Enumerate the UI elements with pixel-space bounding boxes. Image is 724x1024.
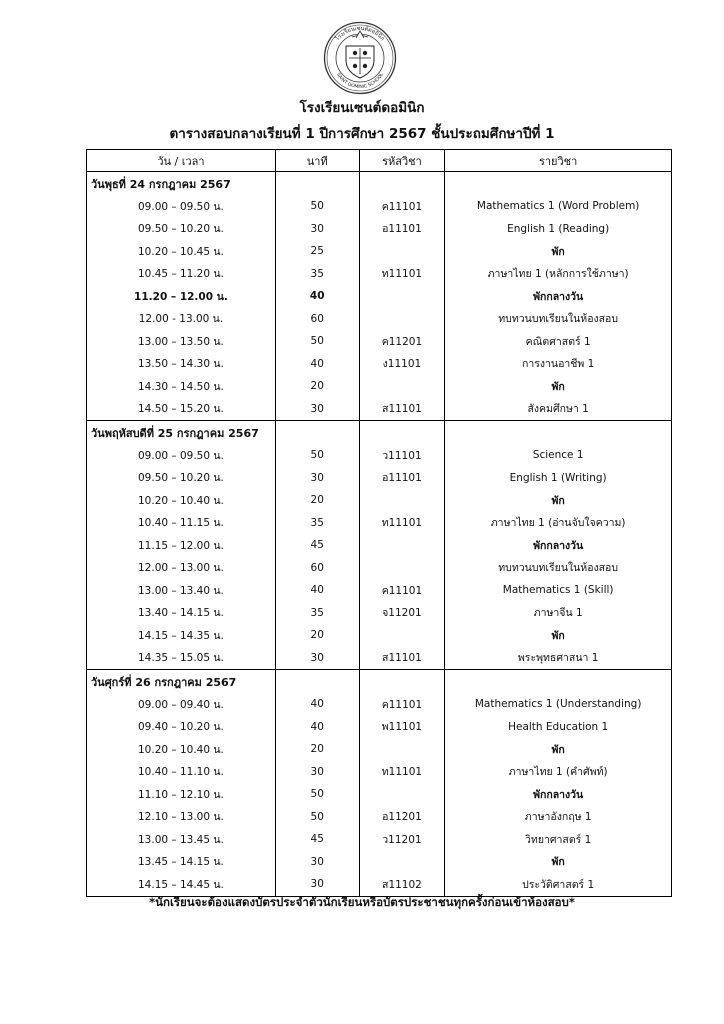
time-cell: 13.50 – 14.30 น. [87, 353, 276, 376]
logo-text-top: โรงเรียนเซนต์ดอมินิก [334, 25, 386, 43]
table-row [87, 285, 672, 308]
table-header-row [87, 150, 672, 172]
time-cell: 14.15 – 14.35 น. [87, 624, 276, 647]
time-cell: 09.40 – 10.20 น. [87, 716, 276, 739]
table-row [87, 579, 672, 602]
minutes-cell: 30 [275, 398, 359, 421]
minutes-cell: 45 [275, 828, 359, 851]
time-cell: 12.00 - 13.00 น. [87, 308, 276, 331]
table-row [87, 240, 672, 263]
day-label: วันศุกร์ที่ 26 กรกฎาคม 2567 [87, 670, 276, 694]
subject-cell: การงานอาชีพ 1 [445, 353, 672, 376]
subject-cell: Mathematics 1 (Word Problem) [445, 195, 672, 218]
subject-cell: ทบทวนบทเรียนในห้องสอบ [445, 308, 672, 331]
time-cell: 10.40 – 11.10 น. [87, 761, 276, 784]
subject-code-cell [359, 624, 445, 647]
school-seal-logo [322, 20, 398, 96]
time-cell: 12.00 – 13.00 น. [87, 557, 276, 580]
minutes-cell: 30 [275, 647, 359, 670]
day-label: วันพฤหัสบดีที่ 25 กรกฎาคม 2567 [87, 421, 276, 445]
subject-cell: พักกลางวัน [445, 783, 672, 806]
subject-code-cell: ค11101 [359, 693, 445, 716]
subject-cell: ภาษาไทย 1 (คำศัพท์) [445, 761, 672, 784]
subject-cell: พักกลางวัน [445, 285, 672, 308]
day-header-row [87, 670, 672, 694]
logo-text-bottom: SAINT DOMINIC SCHOOL [335, 72, 385, 91]
time-cell: 13.00 – 13.50 น. [87, 330, 276, 353]
subject-cell: วิทยาศาสตร์ 1 [445, 828, 672, 851]
subject-code-cell [359, 375, 445, 398]
minutes-cell: 40 [275, 693, 359, 716]
day-header-row [87, 172, 672, 196]
time-cell: 10.45 – 11.20 น. [87, 263, 276, 286]
day-header-empty-cell [445, 421, 672, 445]
subject-code-cell: ง11101 [359, 353, 445, 376]
minutes-cell: 60 [275, 308, 359, 331]
table-row [87, 489, 672, 512]
table-row [87, 602, 672, 625]
table-row [87, 330, 672, 353]
table-row [87, 873, 672, 896]
day-header-empty-cell [359, 172, 445, 196]
time-cell: 09.00 – 09.50 น. [87, 195, 276, 218]
minutes-cell: 35 [275, 512, 359, 535]
day-header-empty-cell [275, 670, 359, 694]
time-cell: 09.00 – 09.50 น. [87, 444, 276, 467]
subject-cell: ทบทวนบทเรียนในห้องสอบ [445, 557, 672, 580]
subject-cell: Mathematics 1 (Skill) [445, 579, 672, 602]
time-cell: 09.50 – 10.20 น. [87, 218, 276, 241]
table-row [87, 738, 672, 761]
time-cell: 14.15 – 14.45 น. [87, 873, 276, 896]
minutes-cell: 20 [275, 624, 359, 647]
column-header-day-time: วัน / เวลา [87, 150, 276, 172]
subject-code-cell: ส11101 [359, 647, 445, 670]
subject-cell: ภาษาอังกฤษ 1 [445, 806, 672, 829]
subject-cell: Mathematics 1 (Understanding) [445, 693, 672, 716]
subject-code-cell: ค11101 [359, 195, 445, 218]
subject-code-cell: ส11102 [359, 873, 445, 896]
day-header-empty-cell [275, 172, 359, 196]
minutes-cell: 20 [275, 489, 359, 512]
day-header-empty-cell [359, 670, 445, 694]
subject-cell: พระพุทธศาสนา 1 [445, 647, 672, 670]
subject-cell: คณิตศาสตร์ 1 [445, 330, 672, 353]
table-row [87, 851, 672, 874]
minutes-cell: 30 [275, 851, 359, 874]
day-label: วันพุธที่ 24 กรกฎาคม 2567 [87, 172, 276, 196]
subject-cell: ภาษาไทย 1 (อ่านจับใจความ) [445, 512, 672, 535]
subject-cell: ประวัติศาสตร์ 1 [445, 873, 672, 896]
subject-code-cell: พ11101 [359, 716, 445, 739]
subject-code-cell: ท11101 [359, 263, 445, 286]
minutes-cell: 35 [275, 602, 359, 625]
minutes-cell: 45 [275, 534, 359, 557]
subject-code-cell: อ11101 [359, 467, 445, 490]
subject-cell: พัก [445, 738, 672, 761]
minutes-cell: 35 [275, 263, 359, 286]
day-header-empty-cell [445, 670, 672, 694]
subject-code-cell: ค11201 [359, 330, 445, 353]
table-row [87, 467, 672, 490]
subject-cell: Science 1 [445, 444, 672, 467]
minutes-cell: 40 [275, 716, 359, 739]
subject-code-cell [359, 738, 445, 761]
minutes-cell: 50 [275, 806, 359, 829]
time-cell: 09.50 – 10.20 น. [87, 467, 276, 490]
day-header-row [87, 421, 672, 445]
table-row [87, 195, 672, 218]
table-row [87, 263, 672, 286]
subject-cell: English 1 (Writing) [445, 467, 672, 490]
table-row [87, 534, 672, 557]
subject-code-cell: อ11101 [359, 218, 445, 241]
table-row [87, 647, 672, 670]
minutes-cell: 20 [275, 738, 359, 761]
column-header-minutes: นาที [275, 150, 359, 172]
subject-cell: พัก [445, 240, 672, 263]
time-cell: 11.10 – 12.10 น. [87, 783, 276, 806]
time-cell: 11.15 – 12.00 น. [87, 534, 276, 557]
column-header-subject: รายวิชา [445, 150, 672, 172]
table-row [87, 444, 672, 467]
subject-code-cell: ว11101 [359, 444, 445, 467]
subject-code-cell: ท11101 [359, 761, 445, 784]
minutes-cell: 25 [275, 240, 359, 263]
subject-code-cell [359, 308, 445, 331]
table-row [87, 512, 672, 535]
minutes-cell: 30 [275, 873, 359, 896]
time-cell: 13.00 – 13.40 น. [87, 579, 276, 602]
subject-cell: ภาษาไทย 1 (หลักการใช้ภาษา) [445, 263, 672, 286]
subject-code-cell [359, 285, 445, 308]
minutes-cell: 50 [275, 783, 359, 806]
time-cell: 09.00 – 09.40 น. [87, 693, 276, 716]
subject-cell: English 1 (Reading) [445, 218, 672, 241]
time-cell: 13.45 – 14.15 น. [87, 851, 276, 874]
table-row [87, 806, 672, 829]
day-header-empty-cell [359, 421, 445, 445]
time-cell: 10.40 – 11.15 น. [87, 512, 276, 535]
time-cell: 13.00 – 13.45 น. [87, 828, 276, 851]
time-cell: 12.10 – 13.00 น. [87, 806, 276, 829]
time-cell: 10.20 – 10.40 น. [87, 738, 276, 761]
minutes-cell: 40 [275, 353, 359, 376]
school-name: โรงเรียนเซนต์ดอมินิก [299, 100, 425, 116]
subject-cell: สังคมศึกษา 1 [445, 398, 672, 421]
table-row [87, 557, 672, 580]
table-row [87, 783, 672, 806]
day-header-empty-cell [275, 421, 359, 445]
minutes-cell: 20 [275, 375, 359, 398]
minutes-cell: 50 [275, 444, 359, 467]
table-row [87, 716, 672, 739]
time-cell: 14.50 – 15.20 น. [87, 398, 276, 421]
minutes-cell: 40 [275, 579, 359, 602]
subject-code-cell [359, 534, 445, 557]
time-cell: 13.40 – 14.15 น. [87, 602, 276, 625]
table-row [87, 375, 672, 398]
column-header-code: รหัสวิชา [359, 150, 445, 172]
minutes-cell: 50 [275, 330, 359, 353]
subject-code-cell [359, 783, 445, 806]
document-title: ตารางสอบกลางเรียนที่ 1 ปีการศึกษา 2567 ชั้นประถมศึกษาปีที่ 1 [169, 126, 555, 142]
subject-code-cell [359, 240, 445, 263]
subject-code-cell: ค11101 [359, 579, 445, 602]
subject-cell: พัก [445, 624, 672, 647]
time-cell: 10.20 – 10.45 น. [87, 240, 276, 263]
table-row [87, 218, 672, 241]
subject-code-cell: ส11101 [359, 398, 445, 421]
subject-code-cell: จ11201 [359, 602, 445, 625]
table-row [87, 828, 672, 851]
exam-schedule-table [86, 149, 672, 897]
minutes-cell: 50 [275, 195, 359, 218]
table-row [87, 693, 672, 716]
day-header-empty-cell [445, 172, 672, 196]
minutes-cell: 60 [275, 557, 359, 580]
table-row [87, 308, 672, 331]
subject-code-cell: ท11101 [359, 512, 445, 535]
minutes-cell: 30 [275, 467, 359, 490]
time-cell: 14.30 – 14.50 น. [87, 375, 276, 398]
time-cell: 10.20 – 10.40 น. [87, 489, 276, 512]
subject-cell: พัก [445, 851, 672, 874]
table-row [87, 624, 672, 647]
subject-code-cell [359, 851, 445, 874]
subject-cell: พักกลางวัน [445, 534, 672, 557]
subject-cell: ภาษาจีน 1 [445, 602, 672, 625]
subject-code-cell: อ11201 [359, 806, 445, 829]
footer-note: *นักเรียนจะต้องแสดงบัตรประจำตัวนักเรียนหรือบัตรประชาชนทุกครั้งก่อนเข้าห้องสอบ* [149, 895, 575, 909]
subject-code-cell: ว11201 [359, 828, 445, 851]
table-row [87, 761, 672, 784]
minutes-cell: 30 [275, 761, 359, 784]
subject-cell: พัก [445, 375, 672, 398]
subject-code-cell [359, 489, 445, 512]
subject-cell: พัก [445, 489, 672, 512]
minutes-cell: 30 [275, 218, 359, 241]
subject-cell: Health Education 1 [445, 716, 672, 739]
table-row [87, 353, 672, 376]
subject-code-cell [359, 557, 445, 580]
table-row [87, 398, 672, 421]
time-cell: 14.35 – 15.05 น. [87, 647, 276, 670]
minutes-cell: 40 [275, 285, 359, 308]
time-cell: 11.20 – 12.00 น. [87, 285, 276, 308]
